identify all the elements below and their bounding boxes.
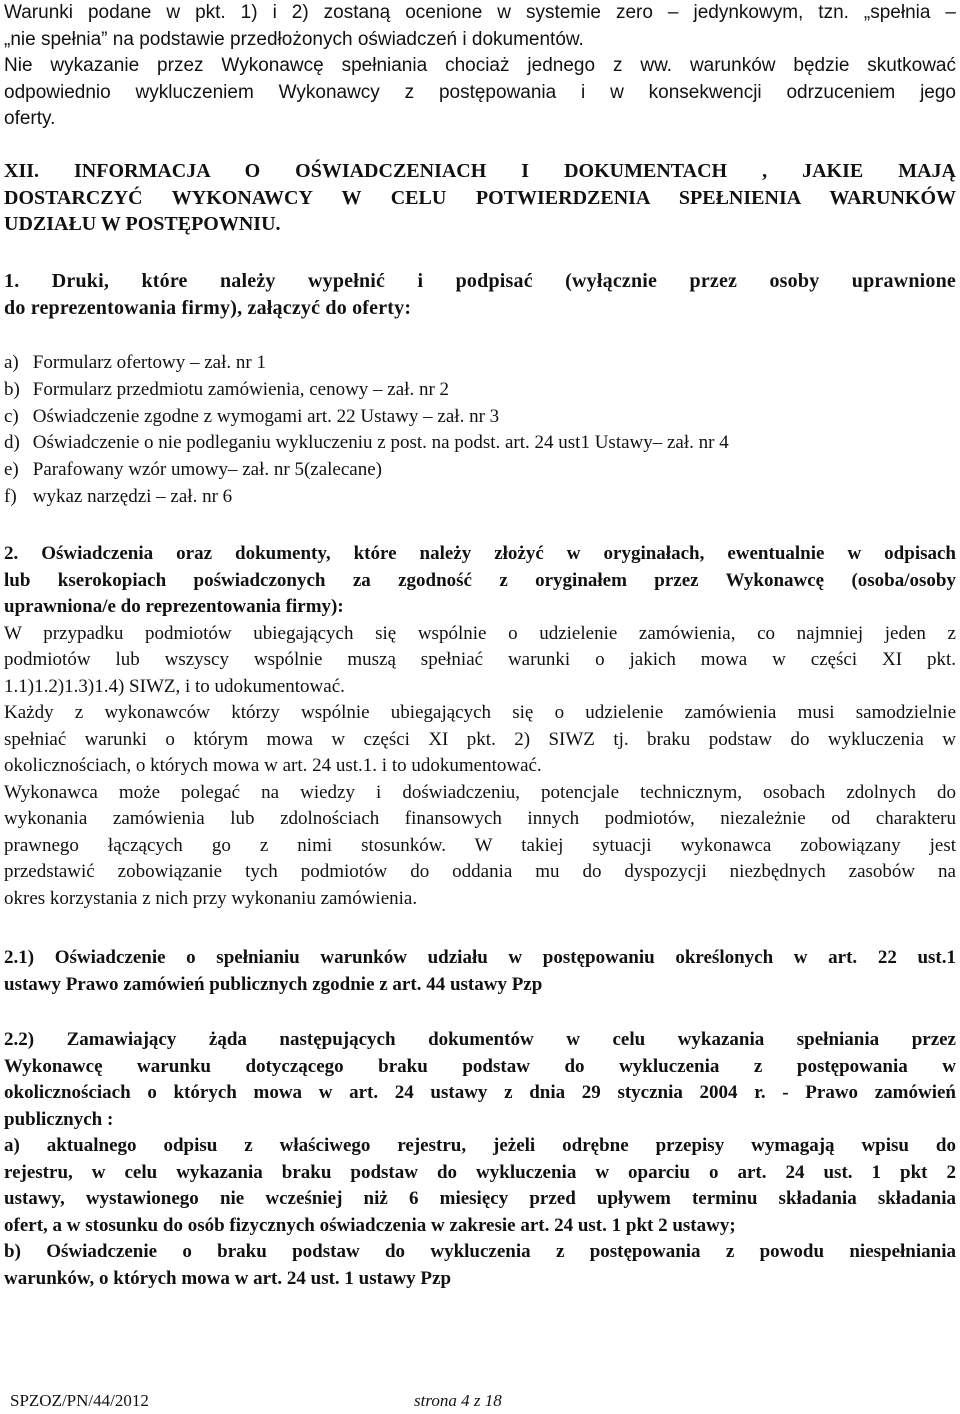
list-item-label: c) bbox=[4, 405, 19, 427]
intro-line: Nie wykazanie przez Wykonawcę spełniania chociaż jednego z ww. warunków będzie skutkować bbox=[4, 55, 956, 76]
section-2-heading-line: uprawniona/e do reprezentowania firmy): bbox=[4, 596, 344, 617]
section-2-body-line: W przypadku podmiotów ubiegających się wspólnie o udzielenie zamówienia, co najmniej jeden z bbox=[4, 622, 956, 644]
section-2-body-line: podmiotów lub wszyscy wspólnie muszą spełniać warunki o jakich mowa w części XI pkt. bbox=[4, 649, 956, 670]
section-2-2-line: Wykonawcę warunku dotyczącego braku podstaw do wykluczenia z postępowania w bbox=[4, 1055, 956, 1077]
section-2-body-line: wykonania zamówienia lub zdolnościach finansowych innych podmiotów, niezależnie od charakteru bbox=[4, 808, 956, 829]
section-2-body-line: Każdy z wykonawców którzy wspólnie ubiegających się o udzielenie zamówienia musi samodzielnie bbox=[4, 702, 956, 723]
section-2-2-line: ustawy, wystawionego nie wcześniej niż 6 miesięcy przed upływem terminu składania składania bbox=[4, 1188, 956, 1209]
section-2-heading-line: lub kserokopiach poświadczonych za zgodność z oryginałem przez Wykonawcę (osoba/osoby bbox=[4, 569, 956, 591]
list-item-text: Oświadczenie o nie podleganiu wykluczeniu z post. na podst. art. 24 ust1 Ustawy– zał. nr 4 bbox=[32, 432, 729, 454]
list-item-text: Oświadczenie zgodne z wymogami art. 22 Ustawy – zał. nr 3 bbox=[32, 405, 500, 427]
section-2-body-line: 1.1)1.2)1.3)1.4) SIWZ, i to udokumentować. bbox=[4, 675, 345, 697]
list-item-label: b) bbox=[4, 378, 20, 400]
section-2-2-line: b) Oświadczenie o braku podstaw do wykluczenia z postępowania z powodu niespełniania bbox=[4, 1241, 956, 1262]
section-2-2-line: ofert, a w stosunku do osób fizycznych oświadczenia w zakresie art. 24 ust. 1 pkt 2 ustawy; bbox=[4, 1214, 736, 1236]
section-2-body-line: Wykonawca może polegać na wiedzy i doświadczeniu, potencjale technicznym, osobach zdolnych do bbox=[4, 781, 956, 803]
section-xii-line: UDZIAŁU W POSTĘPOWNIU. bbox=[4, 213, 281, 235]
intro-paragraph bbox=[4, 0, 956, 133]
list-item-text: Formularz ofertowy – zał. nr 1 bbox=[32, 352, 266, 373]
list-item-text: wykaz narzędzi – zał. nr 6 bbox=[32, 485, 233, 507]
list-item-label: f) bbox=[4, 485, 17, 507]
section-1-line: 1. Druki, które należy wypełnić i podpisać (wyłącznie przez osoby uprawnione bbox=[4, 270, 956, 292]
section-2-body-line: przedstawić zobowiązanie tych podmiotów do oddania mu do dyspozycji niezbędnych zasobów na bbox=[4, 861, 956, 882]
list-item bbox=[4, 457, 956, 484]
list-item-label: e) bbox=[4, 459, 19, 481]
section-2-body-line: prawnego łączących go z nimi stosunków. W takiej sytuacji wykonawca zobowiązany jest bbox=[4, 834, 956, 856]
section-1-heading bbox=[4, 268, 956, 321]
list-item-text: Formularz przedmiotu zamówienia, cenowy – zał. nr 2 bbox=[32, 378, 450, 400]
section-2-2-line: publicznych : bbox=[4, 1108, 114, 1130]
section-2-2-line: okolicznościach o których mowa w art. 24 ustawy z dnia 29 stycznia 2004 r. - Prawo zamówień bbox=[4, 1082, 956, 1103]
list-item-label: d) bbox=[4, 432, 20, 454]
page-number: strona 4 z 18 bbox=[414, 1391, 502, 1410]
section-2-heading-line: 2. Oświadczenia oraz dokumenty, które należy złożyć w oryginałach, ewentualnie w odpisach bbox=[4, 543, 956, 564]
list-item-label: a) bbox=[4, 352, 19, 373]
section-2-body-line: okres korzystania z nich przy wykonaniu zamówienia. bbox=[4, 887, 418, 909]
section-2-2-line: rejestru, w celu wykazania braku podstaw do wykluczenia w oparciu o art. 24 ust. 1 pkt 2 bbox=[4, 1161, 956, 1183]
intro-line: oferty. bbox=[4, 108, 56, 129]
section-xii-heading bbox=[4, 158, 956, 238]
document-page bbox=[4, 0, 956, 1414]
list-item bbox=[4, 430, 956, 457]
intro-line: odpowiednio wykluczeniem Wykonawcy z postępowania i w konsekwencji odrzuceniem jego bbox=[4, 81, 956, 103]
section-2-body-line: spełniać warunki o którym mowa w części XI pkt. 2) SIWZ tj. braku podstaw do wykluczenia w bbox=[4, 728, 956, 750]
list-item bbox=[4, 404, 956, 431]
intro-line: Warunki podane w pkt. 1) i 2) zostaną ocenione w systemie zero – jedynkowym, tzn. „spełnia – bbox=[4, 2, 956, 23]
section-xii-line: XII. INFORMACJA O OŚWIADCZENIACH I DOKUMENTACH , JAKIE MAJĄ bbox=[4, 160, 956, 182]
list-item bbox=[4, 484, 956, 511]
intro-line: „nie spełnia” na podstawie przedłożonych oświadczeń i dokumentów. bbox=[4, 28, 584, 50]
section-2-1-line: 2.1) Oświadczenie o spełnianiu warunków udziału w postępowaniu określonych w art. 22 ust.1 bbox=[4, 947, 956, 968]
section-xii-line: DOSTARCZYĆ WYKONAWCY W CELU POTWIERDZENIA SPEŁNIENIA WARUNKÓW bbox=[4, 186, 956, 209]
section-2-2 bbox=[4, 1027, 956, 1292]
list-item-text: Parafowany wzór umowy– zał. nr 5(zalecane) bbox=[32, 459, 382, 481]
section-2-1-line: ustawy Prawo zamówień publicznych zgodnie z art. 44 ustawy Pzp bbox=[4, 973, 543, 995]
section-1-line: do reprezentowania firmy), załączyć do oferty: bbox=[4, 296, 412, 319]
list-item bbox=[4, 377, 956, 404]
section-2-body-line: okolicznościach, o których mowa w art. 24 ust.1. i to udokumentować. bbox=[4, 755, 542, 776]
section-2-2-line: 2.2) Zamawiający żąda następujących dokumentów w celu wykazania spełniania przez bbox=[4, 1029, 956, 1050]
document-reference: SPZOZ/PN/44/2012 bbox=[10, 1391, 149, 1410]
section-2-2-line: a) aktualnego odpisu z właściwego rejestru, jeżeli odrębne przepisy wymagają wpisu do bbox=[4, 1135, 956, 1156]
attachments-list bbox=[4, 350, 956, 511]
section-2-1 bbox=[4, 945, 956, 998]
list-item bbox=[4, 350, 956, 377]
section-2 bbox=[4, 541, 956, 912]
section-2-2-line: warunków, o których mowa w art. 24 ust. 1 ustawy Pzp bbox=[4, 1267, 452, 1289]
